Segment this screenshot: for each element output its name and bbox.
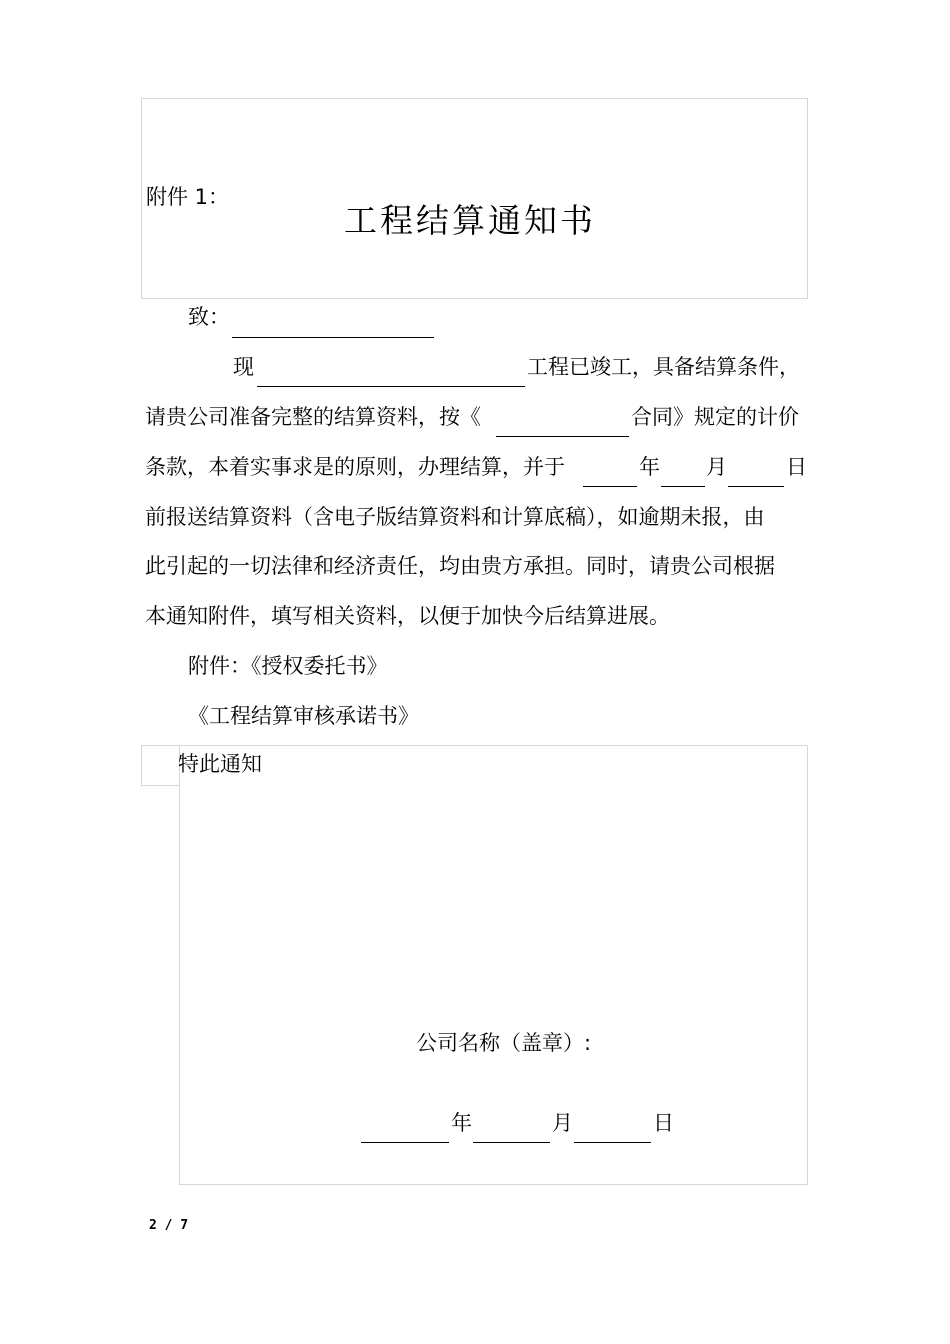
line3-day: 日 — [786, 455, 807, 479]
signature-month-blank — [473, 1142, 550, 1143]
line3-prefix: 条款，本着实事求是的原则，办理结算，并于 — [145, 455, 565, 479]
project-name-blank — [257, 386, 525, 387]
line2-prefix: 请贵公司准备完整的结算资料，按《 — [145, 405, 481, 429]
signature-day: 日 — [653, 1111, 674, 1135]
recipient-blank — [232, 337, 434, 338]
document-title: 工程结算通知书 — [344, 201, 596, 240]
day-blank — [728, 486, 784, 487]
signature-month: 月 — [552, 1111, 573, 1135]
attachments-line2: 《工程结算审核承诺书》 — [188, 704, 419, 728]
frame-step-segment — [141, 785, 179, 786]
paragraph-line4: 前报送结算资料（含电子版结算资料和计算底稿），如逾期未报，由 — [145, 505, 765, 529]
signature-day-blank — [574, 1142, 651, 1143]
line1-suffix: 工程已竣工，具备结算条件， — [527, 355, 800, 379]
attachment-label: 附件 1： — [146, 185, 230, 209]
line2-suffix: 合同》规定的计价 — [631, 405, 799, 429]
line1-prefix: 现 — [233, 355, 254, 379]
signature-year: 年 — [451, 1111, 472, 1135]
paragraph-line5: 此引起的一切法律和经济责任，均由贵方承担。同时，请贵公司根据 — [145, 554, 775, 578]
company-name-label: 公司名称（盖章）: — [416, 1031, 592, 1055]
contract-name-blank — [496, 436, 629, 437]
frame-left-stub — [141, 745, 142, 785]
month-blank — [661, 486, 705, 487]
line3-year: 年 — [639, 455, 660, 479]
signature-frame — [179, 745, 808, 1185]
signature-year-blank — [361, 1142, 449, 1143]
frame-top-left-segment — [141, 745, 179, 746]
page-indicator: 2 / 7 — [149, 1218, 189, 1233]
attachments-line1: 附件：《授权委托书》 — [188, 654, 388, 678]
line3-month: 月 — [706, 455, 727, 479]
paragraph-line6: 本通知附件，填写相关资料，以便于加快今后结算进展。 — [145, 604, 670, 628]
special-notice: 特此通知 — [178, 752, 262, 776]
year-blank — [583, 486, 637, 487]
recipient-label: 致： — [188, 305, 230, 329]
